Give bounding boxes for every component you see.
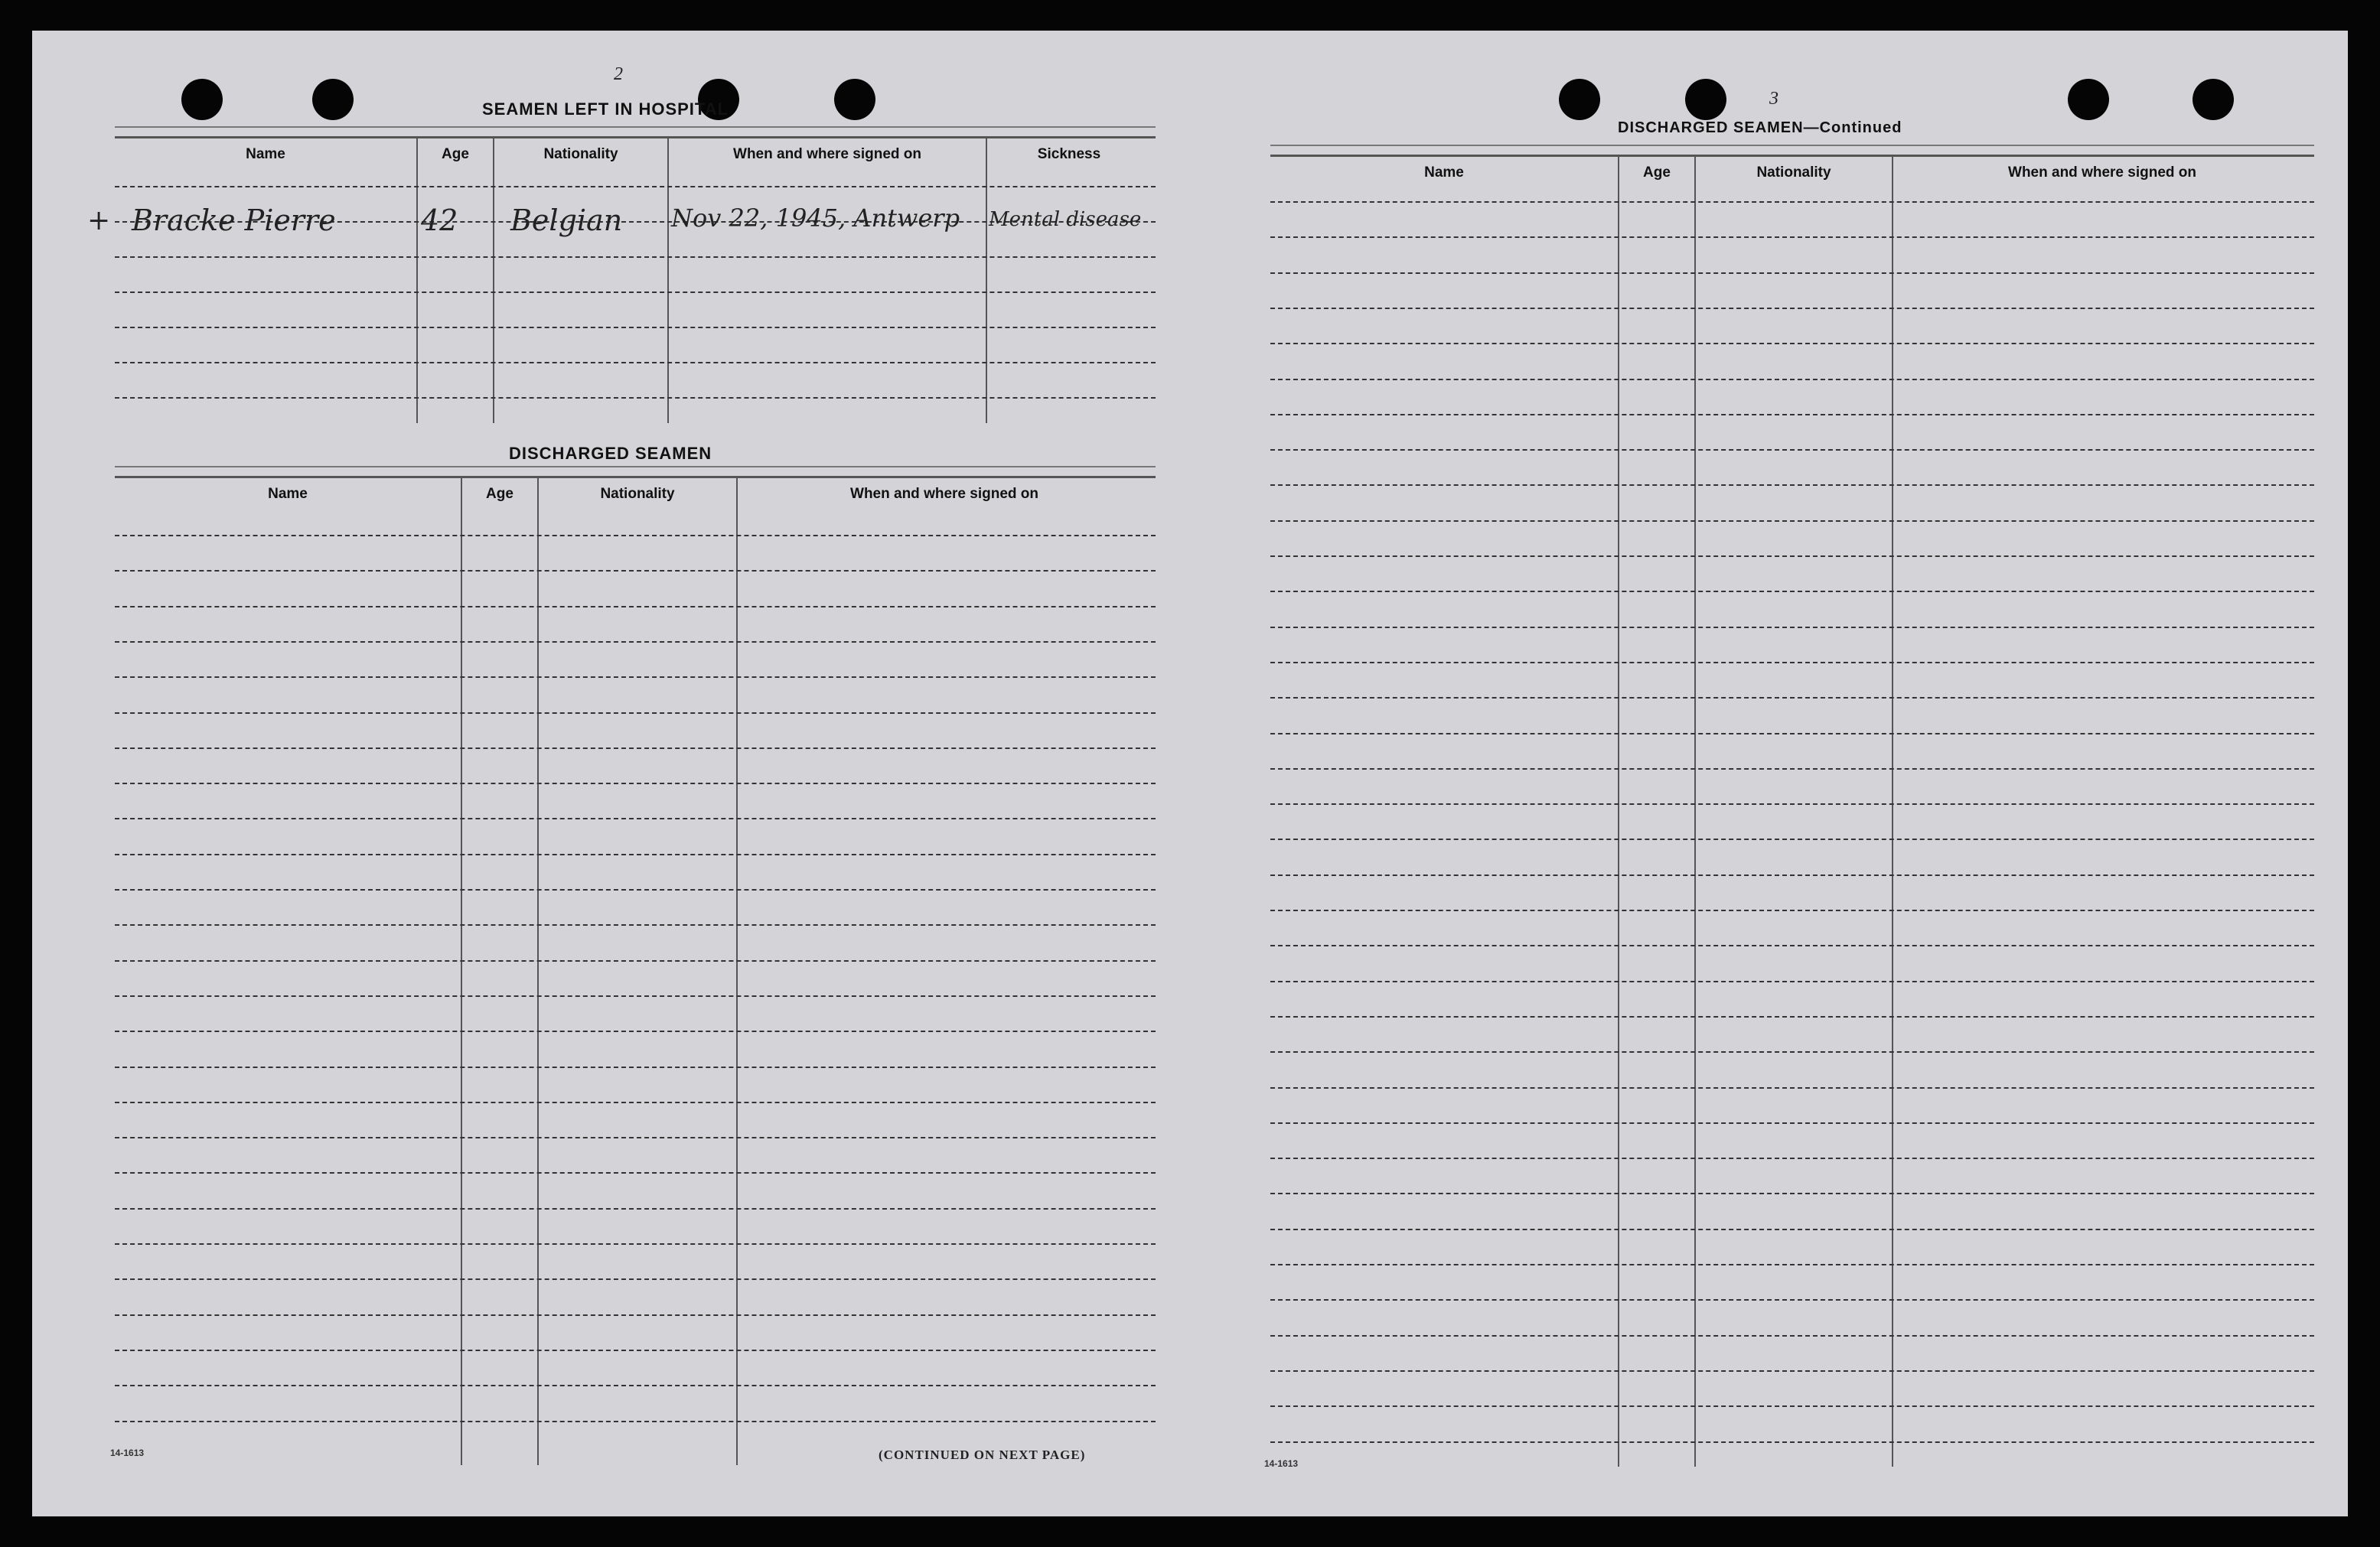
discharged-continued-table xyxy=(1270,155,2314,1473)
form-number: 14-1613 xyxy=(110,1448,145,1458)
ruled-line xyxy=(1270,1335,2314,1337)
punch-hole xyxy=(312,79,354,120)
ruled-line xyxy=(1270,768,2314,770)
ruled-line xyxy=(115,1243,1156,1245)
ruled-line xyxy=(115,676,1156,678)
ruled-line xyxy=(1270,1087,2314,1089)
ruled-line xyxy=(1270,1229,2314,1230)
ruled-line xyxy=(115,818,1156,819)
form-number: 14-1613 xyxy=(1264,1458,1299,1469)
ruled-line xyxy=(1270,662,2314,663)
ruled-line xyxy=(1270,272,2314,274)
ruled-line xyxy=(1270,803,2314,805)
ruled-line xyxy=(115,1385,1156,1386)
ruled-line xyxy=(115,1350,1156,1351)
punch-hole xyxy=(1685,79,1726,120)
ruled-line xyxy=(1270,1193,2314,1194)
punch-hole xyxy=(2068,79,2109,120)
ruled-line xyxy=(115,960,1156,962)
ruled-line xyxy=(1270,1264,2314,1265)
ruled-line xyxy=(1270,201,2314,203)
col-header-name: Name xyxy=(268,486,308,502)
ruled-line xyxy=(1270,874,2314,876)
punch-hole xyxy=(1559,79,1600,120)
continued-note: (CONTINUED ON NEXT PAGE) xyxy=(879,1448,1086,1462)
ruled-line xyxy=(1270,308,2314,309)
ruled-line xyxy=(115,606,1156,607)
entry-nationality: Belgian xyxy=(510,204,623,237)
ruled-line xyxy=(1270,1405,2314,1407)
ruled-line xyxy=(115,1314,1156,1316)
ruled-line xyxy=(1270,981,2314,982)
ruled-line xyxy=(115,327,1156,328)
entry-signed-on: Nov 22, 1945, Antwerp xyxy=(671,204,960,233)
ruled-line xyxy=(1270,1441,2314,1443)
ruled-line xyxy=(115,1137,1156,1138)
ruled-line xyxy=(115,1067,1156,1068)
entry-name: Bracke Pierre xyxy=(132,204,336,237)
ruled-line xyxy=(1270,343,2314,344)
ruled-line xyxy=(115,1421,1156,1422)
col-header-age: Age xyxy=(442,146,469,162)
entry-age: 42 xyxy=(421,204,458,237)
ruled-line xyxy=(115,712,1156,714)
ruled-line xyxy=(115,535,1156,536)
ruled-line xyxy=(115,889,1156,891)
discharged-continued-title: DISCHARGED SEAMEN—Continued xyxy=(1618,119,1902,136)
ruled-line xyxy=(115,1278,1156,1280)
ruled-line xyxy=(1270,236,2314,238)
page-number: 3 xyxy=(1769,89,1778,109)
ruled-line xyxy=(115,783,1156,784)
col-header-nationality: Nationality xyxy=(1756,164,1831,181)
ruled-line xyxy=(1270,945,2314,946)
ruled-line xyxy=(1270,627,2314,628)
punch-hole xyxy=(2193,79,2234,120)
col-header-name: Name xyxy=(1424,164,1464,181)
ruled-line xyxy=(1270,379,2314,380)
ruled-line xyxy=(115,1031,1156,1032)
ruled-line xyxy=(115,186,1156,187)
ruled-line xyxy=(115,256,1156,258)
ruled-line xyxy=(1270,733,2314,734)
ruled-line xyxy=(115,641,1156,643)
discharged-table xyxy=(115,476,1156,1471)
col-header-name: Name xyxy=(246,146,285,162)
ruled-line xyxy=(115,747,1156,749)
ruled-line xyxy=(115,1172,1156,1174)
col-header-signed-on: When and where signed on xyxy=(2008,164,2196,181)
ruled-line xyxy=(1270,555,2314,557)
ruled-line xyxy=(1270,414,2314,415)
ledger-page xyxy=(32,31,2348,1516)
ruled-line xyxy=(1270,910,2314,911)
discharged-section-title: DISCHARGED SEAMEN xyxy=(509,444,712,463)
entry-sickness: Mental disease xyxy=(989,208,1142,231)
punch-hole xyxy=(834,79,875,120)
ruled-line xyxy=(115,291,1156,293)
hospital-table xyxy=(115,136,1156,458)
col-header-sickness: Sickness xyxy=(1037,146,1101,162)
ruled-line xyxy=(115,1208,1156,1210)
ruled-line xyxy=(1270,1016,2314,1018)
col-header-age: Age xyxy=(1643,164,1671,181)
col-header-age: Age xyxy=(486,486,513,502)
ruled-line xyxy=(115,1102,1156,1103)
col-header-nationality: Nationality xyxy=(600,486,675,502)
ruled-line xyxy=(115,854,1156,855)
page-number: 2 xyxy=(614,64,623,84)
hospital-section-title: SEAMEN LEFT IN HOSPITAL xyxy=(482,99,729,119)
ruled-line xyxy=(115,924,1156,926)
ruled-line xyxy=(1270,591,2314,592)
ruled-line xyxy=(1270,1051,2314,1053)
entry-mark: + xyxy=(87,205,111,236)
ruled-line xyxy=(115,362,1156,363)
ruled-line xyxy=(1270,1122,2314,1124)
ruled-line xyxy=(115,995,1156,997)
ruled-line xyxy=(1270,697,2314,699)
col-header-signed-on: When and where signed on xyxy=(850,486,1038,502)
ruled-line xyxy=(1270,449,2314,451)
ruled-line xyxy=(1270,839,2314,840)
ruled-line xyxy=(1270,484,2314,486)
ruled-line xyxy=(1270,1299,2314,1301)
ruled-line xyxy=(1270,1158,2314,1159)
punch-hole xyxy=(181,79,223,120)
ruled-line xyxy=(1270,1370,2314,1372)
col-header-nationality: Nationality xyxy=(543,146,618,162)
ruled-line xyxy=(115,397,1156,399)
ruled-line xyxy=(115,570,1156,572)
col-header-signed-on: When and where signed on xyxy=(733,146,921,162)
ruled-line xyxy=(1270,520,2314,522)
